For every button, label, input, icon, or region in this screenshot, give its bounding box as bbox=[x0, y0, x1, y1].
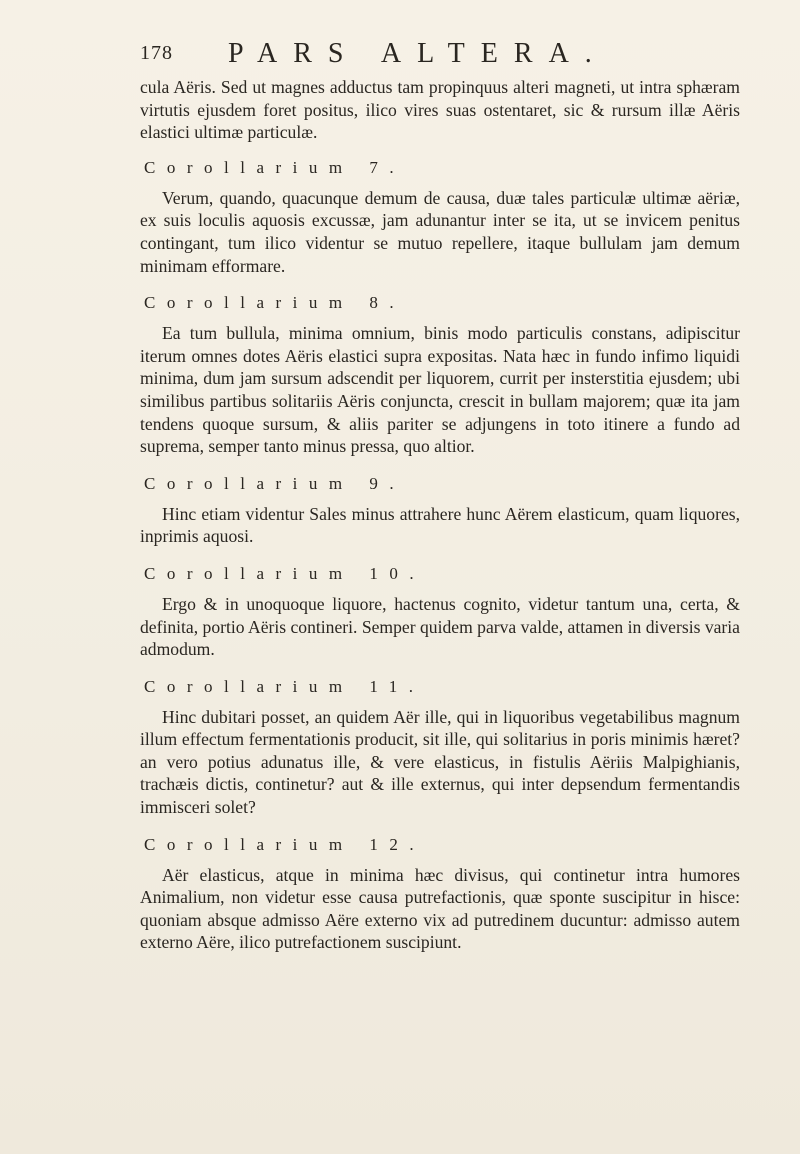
corollary-paragraph: Verum, quando, quacunque demum de causa, duæ tales particulæ ultimæ aëriæ, ex suis loculis aquosis excussæ, jam adunantur inter se ita, ut se invicem penitus contingant, tum ilico videntur se mutuo repellere, itaque bullulam jam demum minimam efformare. bbox=[140, 187, 740, 276]
corollary-heading: Corollarium 9. bbox=[144, 473, 406, 493]
corollary-heading: Corollarium 8. bbox=[144, 293, 406, 313]
corollary-paragraph: Hinc dubitari posset, an quidem Aër ille, qui in liquoribus vegetabilibus magnum illum effectum fermentationis producit, sit ille, qui solitarius in poris minimis hæret? an vero potius adunatus ille, & vere elasticus, in fistulis Aëriis Malpighianis, trachæis dictis, continetur? aut & ille externus, qui inter depsendum fermentandis immisceri solet? bbox=[140, 706, 740, 818]
corollary-heading: Corollarium 7. bbox=[144, 157, 406, 177]
corollary-heading: Corollarium 12. bbox=[144, 834, 426, 854]
corollary-paragraph: Ea tum bullula, minima omnium, binis modo particulis constans, adipiscitur iterum omnes dotes Aëris elastici supra expositas. Nata hæc in fundo infimo liquidi minima, dum jam sursum adscendit per liquorem, currit per insterstitia ejusdem; ubi similibus partibus solitariis Aëris conjuncta, crescit in bullam majorem; quæ ita jam tendens quoque sursum, & aliis pariter se adjungens in toto itinere a fundo ad suprema, semper tanto minus pressa, quo altior. bbox=[140, 323, 740, 457]
text-block bbox=[140, 76, 740, 954]
corollary-paragraph: Aër elasticus, atque in minima hæc divisus, qui continetur intra humores Animalium, non videtur esse causa putrefactionis, quæ sponte suscipitur in hisce: quoniam absque admisso Aëre externo vix ad putredinem ducuntur: admisso autem externo Aëre, ilico putrefactionem suscipiunt. bbox=[140, 864, 740, 953]
page-number: 178 bbox=[140, 42, 173, 64]
running-head: PARS ALTERA. bbox=[228, 38, 608, 69]
corollary-paragraph: Ergo & in unoquoque liquore, hactenus cognito, videtur tantum una, certa, & definita, portio Aëris contineri. Semper quidem parva valde, attamen in diversis varia admodum. bbox=[140, 593, 740, 660]
intro-paragraph: cula Aëris. Sed ut magnes adductus tam propinquus alteri magneti, ut intra sphæram virtutis ejusdem foret positus, ilico vires suas ostentaret, sic & rursum illæ Aëris elastici ultimæ particulæ. bbox=[140, 77, 740, 143]
page-header bbox=[140, 38, 740, 72]
corollary-paragraph: Hinc etiam videntur Sales minus attrahere hunc Aërem elasticum, quam liquores, inprimis aquosi. bbox=[140, 503, 740, 547]
corollary-heading: Corollarium 11. bbox=[144, 676, 425, 696]
corollary-heading: Corollarium 10. bbox=[144, 563, 426, 583]
